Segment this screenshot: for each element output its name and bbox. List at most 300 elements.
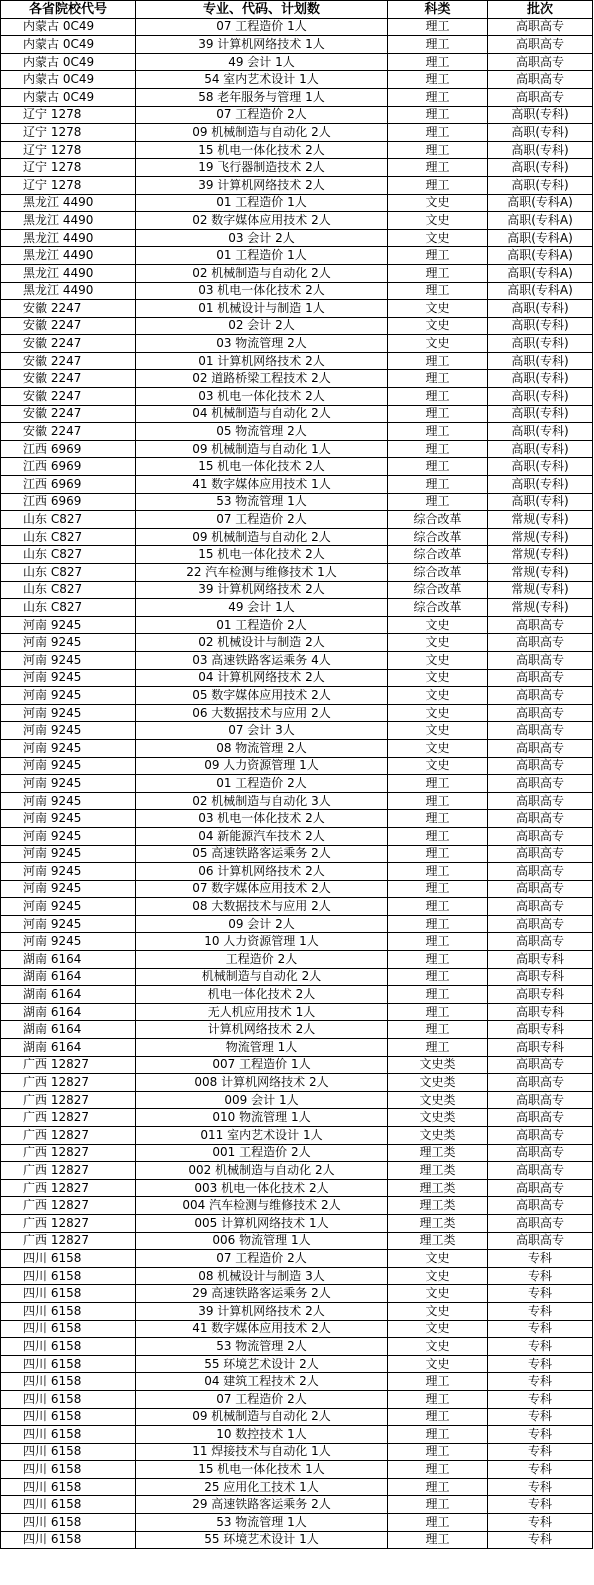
cell-batch: 高职专科 [488, 1003, 593, 1021]
cell-subject-category: 文史 [388, 1320, 488, 1338]
cell-school-code: 湖南 6164 [1, 986, 136, 1004]
cell-batch: 专科 [488, 1514, 593, 1532]
cell-major-code-plan: 41 数字媒体应用技术 2人 [136, 1320, 388, 1338]
table-row [1, 1443, 593, 1461]
cell-school-code: 河南 9245 [1, 792, 136, 810]
cell-batch: 常规(专科) [488, 546, 593, 564]
cell-school-code: 广西 12827 [1, 1197, 136, 1215]
table-row [1, 634, 593, 652]
cell-subject-category: 理工 [388, 933, 488, 951]
cell-school-code: 四川 6158 [1, 1478, 136, 1496]
cell-major-code-plan: 002 机械制造与自动化 2人 [136, 1162, 388, 1180]
cell-batch: 专科 [488, 1426, 593, 1444]
cell-subject-category: 理工 [388, 1021, 488, 1039]
cell-subject-category: 理工 [388, 863, 488, 881]
cell-subject-category: 理工 [388, 792, 488, 810]
cell-school-code: 河南 9245 [1, 616, 136, 634]
cell-batch: 高职(专科) [488, 440, 593, 458]
cell-batch: 高职高专 [488, 863, 593, 881]
table-row [1, 1285, 593, 1303]
cell-school-code: 四川 6158 [1, 1320, 136, 1338]
cell-batch: 专科 [488, 1478, 593, 1496]
cell-school-code: 黑龙江 4490 [1, 212, 136, 230]
cell-school-code: 湖南 6164 [1, 951, 136, 969]
cell-major-code-plan: 03 物流管理 2人 [136, 335, 388, 353]
cell-major-code-plan: 06 大数据技术与应用 2人 [136, 704, 388, 722]
cell-batch: 高职专科 [488, 986, 593, 1004]
table-row [1, 229, 593, 247]
cell-school-code: 广西 12827 [1, 1127, 136, 1145]
cell-subject-category: 理工 [388, 1514, 488, 1532]
cell-subject-category: 理工 [388, 352, 488, 370]
table-row [1, 1214, 593, 1232]
cell-subject-category: 文史 [388, 194, 488, 212]
cell-major-code-plan: 19 飞行器制造技术 2人 [136, 159, 388, 177]
cell-school-code: 湖南 6164 [1, 1039, 136, 1057]
cell-subject-category: 文史 [388, 212, 488, 230]
cell-subject-category: 理工 [388, 845, 488, 863]
cell-major-code-plan: 005 计算机网络技术 1人 [136, 1214, 388, 1232]
cell-batch: 高职高专 [488, 669, 593, 687]
table-row [1, 264, 593, 282]
cell-major-code-plan: 55 环境艺术设计 2人 [136, 1355, 388, 1373]
cell-subject-category: 理工类 [388, 1162, 488, 1180]
cell-batch: 高职高专 [488, 722, 593, 740]
cell-major-code-plan: 001 工程造价 2人 [136, 1144, 388, 1162]
table-row [1, 405, 593, 423]
cell-school-code: 河南 9245 [1, 722, 136, 740]
cell-school-code: 安徽 2247 [1, 423, 136, 441]
cell-school-code: 辽宁 1278 [1, 176, 136, 194]
table-body [1, 18, 593, 1549]
cell-subject-category: 理工 [388, 88, 488, 106]
cell-school-code: 广西 12827 [1, 1162, 136, 1180]
table-row [1, 1003, 593, 1021]
cell-subject-category: 理工 [388, 18, 488, 36]
cell-school-code: 河南 9245 [1, 634, 136, 652]
table-row [1, 898, 593, 916]
table-row [1, 1514, 593, 1532]
cell-school-code: 河南 9245 [1, 827, 136, 845]
table-row [1, 564, 593, 582]
cell-batch: 高职高专 [488, 687, 593, 705]
cell-major-code-plan: 07 工程造价 2人 [136, 1250, 388, 1268]
cell-batch: 高职(专科) [488, 106, 593, 124]
cell-batch: 高职高专 [488, 1056, 593, 1074]
cell-batch: 常规(专科) [488, 564, 593, 582]
cell-batch: 高职高专 [488, 775, 593, 793]
cell-subject-category: 理工 [388, 264, 488, 282]
table-row [1, 36, 593, 54]
cell-major-code-plan: 08 大数据技术与应用 2人 [136, 898, 388, 916]
cell-subject-category: 文史 [388, 229, 488, 247]
table-row [1, 124, 593, 142]
cell-school-code: 河南 9245 [1, 669, 136, 687]
cell-school-code: 安徽 2247 [1, 352, 136, 370]
cell-major-code-plan: 09 机械制造与自动化 2人 [136, 1408, 388, 1426]
cell-subject-category: 理工 [388, 53, 488, 71]
cell-major-code-plan: 03 机电一体化技术 2人 [136, 388, 388, 406]
cell-batch: 高职高专 [488, 616, 593, 634]
cell-subject-category: 理工 [388, 388, 488, 406]
cell-major-code-plan: 10 人力资源管理 1人 [136, 933, 388, 951]
table-row [1, 370, 593, 388]
table-row [1, 827, 593, 845]
table-row [1, 1021, 593, 1039]
cell-subject-category: 理工 [388, 159, 488, 177]
cell-major-code-plan: 03 机电一体化技术 2人 [136, 282, 388, 300]
cell-major-code-plan: 39 计算机网络技术 2人 [136, 581, 388, 599]
cell-school-code: 四川 6158 [1, 1531, 136, 1549]
cell-subject-category: 理工 [388, 1496, 488, 1514]
cell-major-code-plan: 010 物流管理 1人 [136, 1109, 388, 1127]
cell-school-code: 山东 C827 [1, 599, 136, 617]
cell-major-code-plan: 04 新能源汽车技术 2人 [136, 827, 388, 845]
cell-batch: 高职高专 [488, 1197, 593, 1215]
cell-batch: 专科 [488, 1250, 593, 1268]
table-row [1, 1302, 593, 1320]
cell-subject-category: 理工 [388, 880, 488, 898]
cell-batch: 高职高专 [488, 1179, 593, 1197]
table-row [1, 300, 593, 318]
cell-subject-category: 文史 [388, 651, 488, 669]
cell-major-code-plan: 49 会计 1人 [136, 599, 388, 617]
cell-subject-category: 文史 [388, 300, 488, 318]
cell-school-code: 黑龙江 4490 [1, 194, 136, 212]
cell-major-code-plan: 机械制造与自动化 2人 [136, 968, 388, 986]
table-row [1, 423, 593, 441]
cell-batch: 高职高专 [488, 880, 593, 898]
table-row [1, 933, 593, 951]
cell-school-code: 湖南 6164 [1, 1021, 136, 1039]
cell-subject-category: 文史 [388, 757, 488, 775]
cell-school-code: 四川 6158 [1, 1461, 136, 1479]
cell-batch: 高职高专 [488, 36, 593, 54]
cell-major-code-plan: 机电一体化技术 2人 [136, 986, 388, 1004]
cell-major-code-plan: 11 焊接技术与自动化 1人 [136, 1443, 388, 1461]
cell-major-code-plan: 计算机网络技术 2人 [136, 1021, 388, 1039]
cell-batch: 高职(专科) [488, 176, 593, 194]
cell-batch: 高职(专科A) [488, 194, 593, 212]
cell-subject-category: 理工类 [388, 1179, 488, 1197]
cell-subject-category: 文史 [388, 616, 488, 634]
cell-major-code-plan: 07 工程造价 1人 [136, 18, 388, 36]
cell-major-code-plan: 03 高速铁路客运乘务 4人 [136, 651, 388, 669]
cell-major-code-plan: 011 室内艺术设计 1人 [136, 1127, 388, 1145]
cell-major-code-plan: 004 汽车检测与维修技术 2人 [136, 1197, 388, 1215]
header-school-code: 各省院校代号 [1, 1, 136, 19]
cell-batch: 高职专科 [488, 951, 593, 969]
cell-school-code: 广西 12827 [1, 1074, 136, 1092]
table-row [1, 352, 593, 370]
cell-batch: 高职高专 [488, 1162, 593, 1180]
cell-subject-category: 理工 [388, 176, 488, 194]
cell-batch: 高职高专 [488, 915, 593, 933]
table-header [1, 1, 593, 19]
cell-major-code-plan: 02 会计 2人 [136, 317, 388, 335]
cell-major-code-plan: 10 数控技术 1人 [136, 1426, 388, 1444]
cell-school-code: 广西 12827 [1, 1179, 136, 1197]
cell-subject-category: 综合改革 [388, 564, 488, 582]
cell-major-code-plan: 03 会计 2人 [136, 229, 388, 247]
cell-subject-category: 理工 [388, 1373, 488, 1391]
cell-batch: 高职(专科A) [488, 212, 593, 230]
cell-batch: 高职高专 [488, 792, 593, 810]
cell-school-code: 江西 6969 [1, 476, 136, 494]
cell-batch: 高职专科 [488, 1021, 593, 1039]
table-row [1, 317, 593, 335]
cell-major-code-plan: 04 计算机网络技术 2人 [136, 669, 388, 687]
table-row [1, 651, 593, 669]
cell-major-code-plan: 08 机械设计与制造 3人 [136, 1267, 388, 1285]
cell-major-code-plan: 009 会计 1人 [136, 1091, 388, 1109]
table-row [1, 1267, 593, 1285]
cell-subject-category: 理工 [388, 106, 488, 124]
cell-school-code: 湖南 6164 [1, 968, 136, 986]
table-row [1, 1320, 593, 1338]
cell-school-code: 广西 12827 [1, 1214, 136, 1232]
cell-subject-category: 文史类 [388, 1074, 488, 1092]
header-major-code-plan: 专业、代码、计划数 [136, 1, 388, 19]
cell-school-code: 四川 6158 [1, 1355, 136, 1373]
cell-school-code: 四川 6158 [1, 1390, 136, 1408]
cell-school-code: 河南 9245 [1, 775, 136, 793]
cell-major-code-plan: 25 应用化工技术 1人 [136, 1478, 388, 1496]
cell-major-code-plan: 008 计算机网络技术 2人 [136, 1074, 388, 1092]
cell-batch: 专科 [488, 1338, 593, 1356]
cell-school-code: 山东 C827 [1, 511, 136, 529]
cell-subject-category: 文史 [388, 634, 488, 652]
cell-subject-category: 理工 [388, 827, 488, 845]
table-row [1, 863, 593, 881]
table-row [1, 1478, 593, 1496]
cell-batch: 高职(专科) [488, 476, 593, 494]
cell-major-code-plan: 003 机电一体化技术 2人 [136, 1179, 388, 1197]
cell-subject-category: 理工 [388, 1408, 488, 1426]
cell-school-code: 四川 6158 [1, 1408, 136, 1426]
header-row [1, 1, 593, 19]
cell-batch: 高职高专 [488, 757, 593, 775]
cell-school-code: 内蒙古 0C49 [1, 71, 136, 89]
cell-school-code: 河南 9245 [1, 933, 136, 951]
cell-batch: 专科 [488, 1320, 593, 1338]
table-row [1, 722, 593, 740]
cell-subject-category: 理工 [388, 986, 488, 1004]
cell-batch: 高职高专 [488, 1074, 593, 1092]
cell-subject-category: 理工 [388, 493, 488, 511]
cell-major-code-plan: 15 机电一体化技术 1人 [136, 1461, 388, 1479]
cell-major-code-plan: 04 建筑工程技术 2人 [136, 1373, 388, 1391]
cell-school-code: 内蒙古 0C49 [1, 53, 136, 71]
cell-subject-category: 理工 [388, 810, 488, 828]
cell-batch: 专科 [488, 1461, 593, 1479]
cell-school-code: 安徽 2247 [1, 335, 136, 353]
cell-subject-category: 综合改革 [388, 546, 488, 564]
cell-subject-category: 理工 [388, 405, 488, 423]
cell-batch: 专科 [488, 1373, 593, 1391]
cell-major-code-plan: 39 计算机网络技术 1人 [136, 36, 388, 54]
table-row [1, 1355, 593, 1373]
cell-batch: 高职(专科) [488, 493, 593, 511]
cell-major-code-plan: 05 物流管理 2人 [136, 423, 388, 441]
cell-major-code-plan: 53 物流管理 1人 [136, 493, 388, 511]
table-row [1, 915, 593, 933]
cell-major-code-plan: 06 计算机网络技术 2人 [136, 863, 388, 881]
table-row [1, 1531, 593, 1549]
cell-major-code-plan: 01 计算机网络技术 2人 [136, 352, 388, 370]
cell-subject-category: 综合改革 [388, 599, 488, 617]
cell-batch: 高职高专 [488, 1109, 593, 1127]
table-row [1, 528, 593, 546]
cell-school-code: 四川 6158 [1, 1514, 136, 1532]
table-row [1, 176, 593, 194]
table-row [1, 440, 593, 458]
cell-school-code: 辽宁 1278 [1, 124, 136, 142]
cell-batch: 常规(专科) [488, 581, 593, 599]
cell-subject-category: 综合改革 [388, 528, 488, 546]
cell-batch: 高职(专科) [488, 300, 593, 318]
cell-school-code: 河南 9245 [1, 845, 136, 863]
cell-subject-category: 理工类 [388, 1214, 488, 1232]
cell-batch: 常规(专科) [488, 599, 593, 617]
cell-school-code: 内蒙古 0C49 [1, 36, 136, 54]
cell-subject-category: 理工 [388, 36, 488, 54]
cell-subject-category: 理工 [388, 71, 488, 89]
cell-major-code-plan: 41 数字媒体应用技术 1人 [136, 476, 388, 494]
cell-batch: 专科 [488, 1355, 593, 1373]
cell-batch: 高职(专科) [488, 317, 593, 335]
table-row [1, 212, 593, 230]
cell-school-code: 山东 C827 [1, 564, 136, 582]
header-subject-category: 科类 [388, 1, 488, 19]
table-row [1, 476, 593, 494]
cell-major-code-plan: 01 机械设计与制造 1人 [136, 300, 388, 318]
cell-school-code: 湖南 6164 [1, 1003, 136, 1021]
cell-subject-category: 理工类 [388, 1232, 488, 1250]
cell-school-code: 河南 9245 [1, 863, 136, 881]
cell-major-code-plan: 39 计算机网络技术 2人 [136, 176, 388, 194]
cell-major-code-plan: 07 工程造价 2人 [136, 106, 388, 124]
cell-major-code-plan: 07 工程造价 2人 [136, 511, 388, 529]
cell-major-code-plan: 02 机械设计与制造 2人 [136, 634, 388, 652]
cell-subject-category: 理工 [388, 898, 488, 916]
cell-major-code-plan: 55 环境艺术设计 1人 [136, 1531, 388, 1549]
table-row [1, 159, 593, 177]
table-row [1, 1496, 593, 1514]
cell-school-code: 四川 6158 [1, 1302, 136, 1320]
table-row [1, 1232, 593, 1250]
cell-subject-category: 理工 [388, 1003, 488, 1021]
cell-batch: 专科 [488, 1285, 593, 1303]
cell-school-code: 黑龙江 4490 [1, 264, 136, 282]
cell-major-code-plan: 09 机械制造与自动化 1人 [136, 440, 388, 458]
table-row [1, 792, 593, 810]
cell-major-code-plan: 58 老年服务与管理 1人 [136, 88, 388, 106]
cell-subject-category: 理工 [388, 1461, 488, 1479]
table-row [1, 951, 593, 969]
cell-batch: 高职(专科) [488, 124, 593, 142]
cell-major-code-plan: 02 道路桥梁工程技术 2人 [136, 370, 388, 388]
cell-school-code: 辽宁 1278 [1, 106, 136, 124]
cell-major-code-plan: 53 物流管理 2人 [136, 1338, 388, 1356]
cell-major-code-plan: 15 机电一体化技术 2人 [136, 141, 388, 159]
cell-school-code: 四川 6158 [1, 1285, 136, 1303]
cell-subject-category: 文史 [388, 335, 488, 353]
table-row [1, 810, 593, 828]
cell-major-code-plan: 01 工程造价 1人 [136, 194, 388, 212]
cell-major-code-plan: 22 汽车检测与维修技术 1人 [136, 564, 388, 582]
cell-school-code: 四川 6158 [1, 1250, 136, 1268]
cell-subject-category: 理工 [388, 951, 488, 969]
table-row [1, 53, 593, 71]
table-row [1, 88, 593, 106]
cell-school-code: 山东 C827 [1, 581, 136, 599]
cell-batch: 高职专科 [488, 968, 593, 986]
table-row [1, 511, 593, 529]
cell-subject-category: 文史 [388, 669, 488, 687]
cell-subject-category: 理工 [388, 1039, 488, 1057]
cell-school-code: 辽宁 1278 [1, 159, 136, 177]
cell-batch: 高职(专科A) [488, 247, 593, 265]
cell-school-code: 安徽 2247 [1, 300, 136, 318]
cell-batch: 高职高专 [488, 1214, 593, 1232]
cell-school-code: 山东 C827 [1, 546, 136, 564]
cell-batch: 高职(专科A) [488, 229, 593, 247]
table-row [1, 687, 593, 705]
cell-batch: 高职(专科) [488, 458, 593, 476]
cell-batch: 高职(专科A) [488, 264, 593, 282]
table-row [1, 546, 593, 564]
cell-school-code: 河南 9245 [1, 915, 136, 933]
cell-major-code-plan: 02 数字媒体应用技术 2人 [136, 212, 388, 230]
cell-major-code-plan: 01 工程造价 1人 [136, 247, 388, 265]
cell-major-code-plan: 05 高速铁路客运乘务 2人 [136, 845, 388, 863]
cell-school-code: 安徽 2247 [1, 370, 136, 388]
cell-subject-category: 理工类 [388, 1144, 488, 1162]
cell-batch: 高职高专 [488, 651, 593, 669]
cell-subject-category: 文史类 [388, 1109, 488, 1127]
cell-subject-category: 文史 [388, 687, 488, 705]
cell-batch: 高职高专 [488, 739, 593, 757]
cell-subject-category: 理工 [388, 1478, 488, 1496]
cell-subject-category: 文史 [388, 1355, 488, 1373]
cell-major-code-plan: 29 高速铁路客运乘务 2人 [136, 1496, 388, 1514]
cell-school-code: 河南 9245 [1, 739, 136, 757]
cell-batch: 高职(专科) [488, 405, 593, 423]
cell-major-code-plan: 49 会计 1人 [136, 53, 388, 71]
table-row [1, 1390, 593, 1408]
table-row [1, 194, 593, 212]
table-row [1, 986, 593, 1004]
cell-school-code: 四川 6158 [1, 1496, 136, 1514]
cell-subject-category: 文史 [388, 1338, 488, 1356]
cell-subject-category: 理工 [388, 915, 488, 933]
cell-subject-category: 理工 [388, 370, 488, 388]
cell-batch: 专科 [488, 1496, 593, 1514]
cell-major-code-plan: 09 机械制造与自动化 2人 [136, 528, 388, 546]
cell-subject-category: 理工 [388, 968, 488, 986]
table-row [1, 757, 593, 775]
cell-school-code: 内蒙古 0C49 [1, 18, 136, 36]
cell-major-code-plan: 39 计算机网络技术 2人 [136, 1302, 388, 1320]
cell-batch: 高职高专 [488, 634, 593, 652]
cell-batch: 常规(专科) [488, 511, 593, 529]
table-row [1, 880, 593, 898]
cell-school-code: 四川 6158 [1, 1373, 136, 1391]
cell-subject-category: 理工 [388, 476, 488, 494]
cell-batch: 高职(专科) [488, 388, 593, 406]
cell-major-code-plan: 01 工程造价 2人 [136, 775, 388, 793]
